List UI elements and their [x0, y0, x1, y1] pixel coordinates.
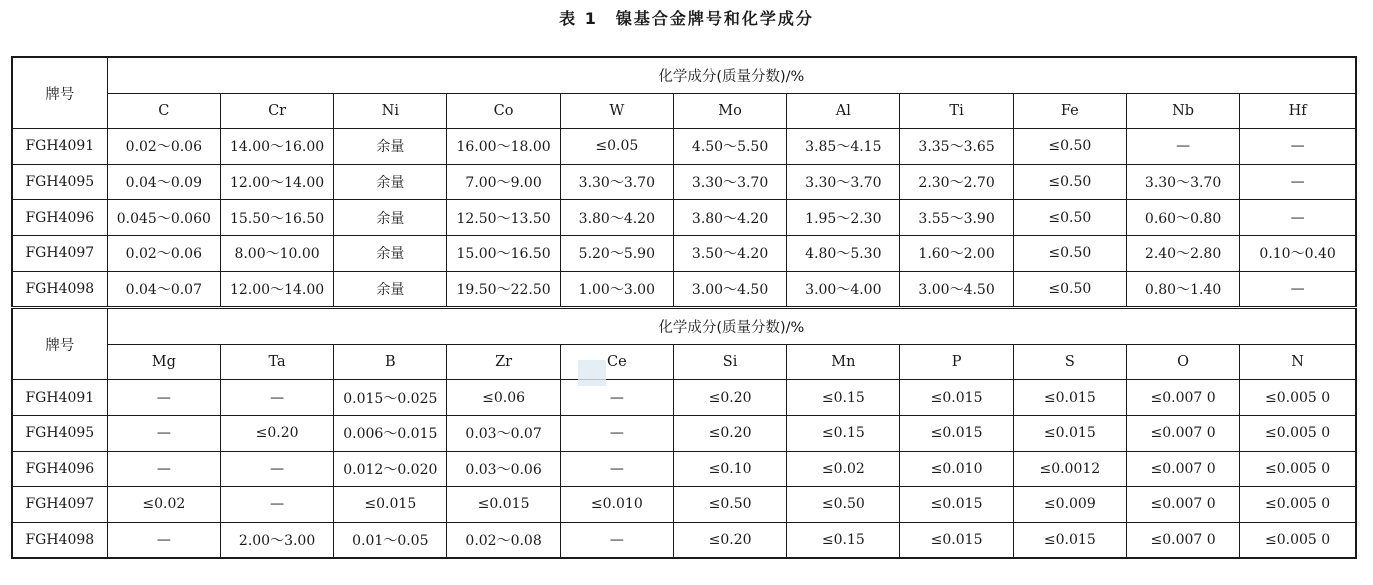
- composition-cell: 1.00～3.00: [560, 271, 673, 308]
- composition-cell: ≤0.02: [787, 451, 900, 487]
- composition-cell: 3.85～4.15: [787, 129, 900, 165]
- element-column-header: Ti: [900, 93, 1013, 129]
- composition-cell: ≤0.010: [900, 451, 1013, 487]
- grade-cell: FGH4096: [12, 451, 107, 487]
- composition-cell: 19.50～22.50: [447, 271, 560, 308]
- composition-group-header: 化学成分(质量分数)/%: [107, 308, 1356, 345]
- element-column-header: Al: [787, 93, 900, 129]
- element-column-header: Nb: [1126, 93, 1239, 129]
- composition-cell: 12.00～14.00: [220, 164, 333, 200]
- composition-cell: 0.03～0.07: [447, 415, 560, 451]
- composition-cell: —: [1126, 129, 1239, 165]
- header-row-elements: [12, 93, 1356, 129]
- composition-cell: ≤0.015: [900, 380, 1013, 416]
- composition-cell: ≤0.50: [1013, 129, 1126, 165]
- grade-cell: FGH4096: [12, 200, 107, 236]
- composition-cell: 15.00～16.50: [447, 235, 560, 271]
- composition-group-header: 化学成分(质量分数)/%: [107, 57, 1356, 93]
- composition-cell: ≤0.015: [900, 487, 1013, 523]
- composition-cell: —: [107, 451, 220, 487]
- element-column-header: P: [900, 344, 1013, 380]
- composition-cell: 0.045～0.060: [107, 200, 220, 236]
- composition-cell: ≤0.20: [673, 380, 786, 416]
- composition-cell: 4.50～5.50: [673, 129, 786, 165]
- composition-cell: 0.01～0.05: [334, 522, 447, 558]
- table-row: [12, 129, 1356, 165]
- chemical-composition-table: [11, 56, 1357, 559]
- header-row-group: [12, 57, 1356, 93]
- composition-cell: ≤0.20: [673, 522, 786, 558]
- table-row: [12, 235, 1356, 271]
- grade-cell: FGH4098: [12, 271, 107, 308]
- composition-cell: 0.80～1.40: [1126, 271, 1239, 308]
- composition-cell: ≤0.005 0: [1240, 487, 1356, 523]
- composition-cell: 3.35～3.65: [900, 129, 1013, 165]
- composition-cell: —: [107, 415, 220, 451]
- composition-cell: ≤0.50: [1013, 200, 1126, 236]
- composition-cell: ≤0.10: [673, 451, 786, 487]
- composition-cell: ≤0.009: [1013, 487, 1126, 523]
- element-column-header: Fe: [1013, 93, 1126, 129]
- composition-cell: 0.60～0.80: [1126, 200, 1239, 236]
- composition-cell: 0.04～0.09: [107, 164, 220, 200]
- composition-cell: ≤0.005 0: [1240, 380, 1356, 416]
- grade-cell: FGH4091: [12, 380, 107, 416]
- grade-cell: FGH4095: [12, 164, 107, 200]
- composition-cell: —: [220, 487, 333, 523]
- element-column-header: Ce: [560, 344, 673, 380]
- composition-cell: 16.00～18.00: [447, 129, 560, 165]
- composition-cell: 0.006～0.015: [334, 415, 447, 451]
- element-column-header: S: [1013, 344, 1126, 380]
- composition-cell: ≤0.15: [787, 415, 900, 451]
- composition-cell: 余量: [334, 235, 447, 271]
- grade-column-header: 牌号: [12, 308, 107, 380]
- composition-cell: 3.50～4.20: [673, 235, 786, 271]
- watermark-mark: [578, 360, 606, 386]
- composition-cell: 15.50～16.50: [220, 200, 333, 236]
- composition-cell: 0.02～0.08: [447, 522, 560, 558]
- composition-cell: 2.40～2.80: [1126, 235, 1239, 271]
- composition-cell: 3.80～4.20: [560, 200, 673, 236]
- composition-cell: 3.30～3.70: [787, 164, 900, 200]
- composition-cell: —: [1240, 164, 1356, 200]
- composition-cell: ≤0.007 0: [1126, 522, 1239, 558]
- composition-cell: 余量: [334, 164, 447, 200]
- composition-cell: 0.04～0.07: [107, 271, 220, 308]
- composition-cell: 1.95～2.30: [787, 200, 900, 236]
- composition-cell: ≤0.015: [1013, 380, 1126, 416]
- element-column-header: Ta: [220, 344, 333, 380]
- composition-cell: 14.00～16.00: [220, 129, 333, 165]
- grade-cell: FGH4098: [12, 522, 107, 558]
- table-number: 表 1: [559, 9, 598, 28]
- composition-cell: —: [220, 451, 333, 487]
- composition-cell: ≤0.50: [673, 487, 786, 523]
- composition-cell: 3.00～4.50: [673, 271, 786, 308]
- composition-cell: ≤0.015: [334, 487, 447, 523]
- element-column-header: W: [560, 93, 673, 129]
- composition-cell: ≤0.007 0: [1126, 380, 1239, 416]
- composition-cell: —: [1240, 271, 1356, 308]
- composition-cell: —: [560, 380, 673, 416]
- table-row: [12, 271, 1356, 308]
- table-row: [12, 380, 1356, 416]
- header-row-group: [12, 308, 1356, 345]
- composition-cell: ≤0.50: [787, 487, 900, 523]
- element-column-header: Co: [447, 93, 560, 129]
- composition-cell: 余量: [334, 271, 447, 308]
- composition-cell: 余量: [334, 200, 447, 236]
- table-row: [12, 164, 1356, 200]
- composition-cell: ≤0.005 0: [1240, 415, 1356, 451]
- table-row: [12, 200, 1356, 236]
- composition-cell: 1.60～2.00: [900, 235, 1013, 271]
- composition-cell: ≤0.015: [1013, 522, 1126, 558]
- composition-cell: ≤0.005 0: [1240, 522, 1356, 558]
- composition-cell: —: [1240, 129, 1356, 165]
- composition-cell: ≤0.007 0: [1126, 451, 1239, 487]
- table-row: [12, 415, 1356, 451]
- composition-cell: ≤0.15: [787, 380, 900, 416]
- composition-cell: 2.00～3.00: [220, 522, 333, 558]
- element-column-header: Si: [673, 344, 786, 380]
- element-column-header: Hf: [1240, 93, 1356, 129]
- composition-cell: 0.02～0.06: [107, 235, 220, 271]
- composition-cell: 8.00～10.00: [220, 235, 333, 271]
- composition-cell: ≤0.015: [900, 522, 1013, 558]
- composition-cell: 3.00～4.50: [900, 271, 1013, 308]
- element-column-header: Mg: [107, 344, 220, 380]
- element-column-header: B: [334, 344, 447, 380]
- composition-cell: ≤0.50: [1013, 164, 1126, 200]
- composition-cell: 0.03～0.06: [447, 451, 560, 487]
- composition-cell: ≤0.0012: [1013, 451, 1126, 487]
- composition-cell: —: [220, 380, 333, 416]
- grade-column-header: 牌号: [12, 57, 107, 129]
- table-body: [12, 57, 1356, 558]
- element-column-header: Mo: [673, 93, 786, 129]
- composition-cell: 3.30～3.70: [1126, 164, 1239, 200]
- composition-cell: ≤0.50: [1013, 235, 1126, 271]
- composition-cell: ≤0.007 0: [1126, 487, 1239, 523]
- composition-cell: —: [560, 451, 673, 487]
- element-column-header: Ni: [334, 93, 447, 129]
- composition-cell: 5.20～5.90: [560, 235, 673, 271]
- composition-cell: —: [560, 522, 673, 558]
- table-row: [12, 522, 1356, 558]
- composition-cell: ≤0.20: [673, 415, 786, 451]
- composition-cell: ≤0.015: [900, 415, 1013, 451]
- element-column-header: O: [1126, 344, 1239, 380]
- composition-cell: 4.80～5.30: [787, 235, 900, 271]
- header-row-elements: [12, 344, 1356, 380]
- grade-cell: FGH4095: [12, 415, 107, 451]
- element-column-header: Cr: [220, 93, 333, 129]
- grade-cell: FGH4097: [12, 487, 107, 523]
- composition-cell: 3.80～4.20: [673, 200, 786, 236]
- composition-cell: —: [1240, 200, 1356, 236]
- composition-cell: 3.00～4.00: [787, 271, 900, 308]
- grade-cell: FGH4091: [12, 129, 107, 165]
- element-column-header: N: [1240, 344, 1356, 380]
- composition-cell: ≤0.15: [787, 522, 900, 558]
- table-caption: [0, 8, 1373, 30]
- composition-cell: 3.30～3.70: [673, 164, 786, 200]
- composition-cell: ≤0.06: [447, 380, 560, 416]
- table-row: [12, 451, 1356, 487]
- composition-cell: 2.30～2.70: [900, 164, 1013, 200]
- composition-cell: ≤0.015: [1013, 415, 1126, 451]
- composition-cell: 3.30～3.70: [560, 164, 673, 200]
- grade-cell: FGH4097: [12, 235, 107, 271]
- composition-cell: 余量: [334, 129, 447, 165]
- composition-cell: 0.02～0.06: [107, 129, 220, 165]
- composition-cell: 12.50～13.50: [447, 200, 560, 236]
- composition-cell: 0.10～0.40: [1240, 235, 1356, 271]
- composition-cell: ≤0.20: [220, 415, 333, 451]
- element-column-header: Mn: [787, 344, 900, 380]
- composition-cell: ≤0.05: [560, 129, 673, 165]
- table-row: [12, 487, 1356, 523]
- composition-cell: 0.012～0.020: [334, 451, 447, 487]
- composition-cell: 3.55～3.90: [900, 200, 1013, 236]
- composition-cell: ≤0.02: [107, 487, 220, 523]
- composition-cell: —: [107, 522, 220, 558]
- composition-cell: ≤0.005 0: [1240, 451, 1356, 487]
- composition-cell: 0.015～0.025: [334, 380, 447, 416]
- composition-cell: ≤0.015: [447, 487, 560, 523]
- composition-cell: —: [107, 380, 220, 416]
- composition-cell: ≤0.010: [560, 487, 673, 523]
- element-column-header: C: [107, 93, 220, 129]
- table-title: 镍基合金牌号和化学成分: [615, 9, 814, 28]
- element-column-header: Zr: [447, 344, 560, 380]
- composition-cell: ≤0.50: [1013, 271, 1126, 308]
- composition-cell: —: [560, 415, 673, 451]
- composition-cell: 7.00～9.00: [447, 164, 560, 200]
- composition-cell: ≤0.007 0: [1126, 415, 1239, 451]
- composition-cell: 12.00～14.00: [220, 271, 333, 308]
